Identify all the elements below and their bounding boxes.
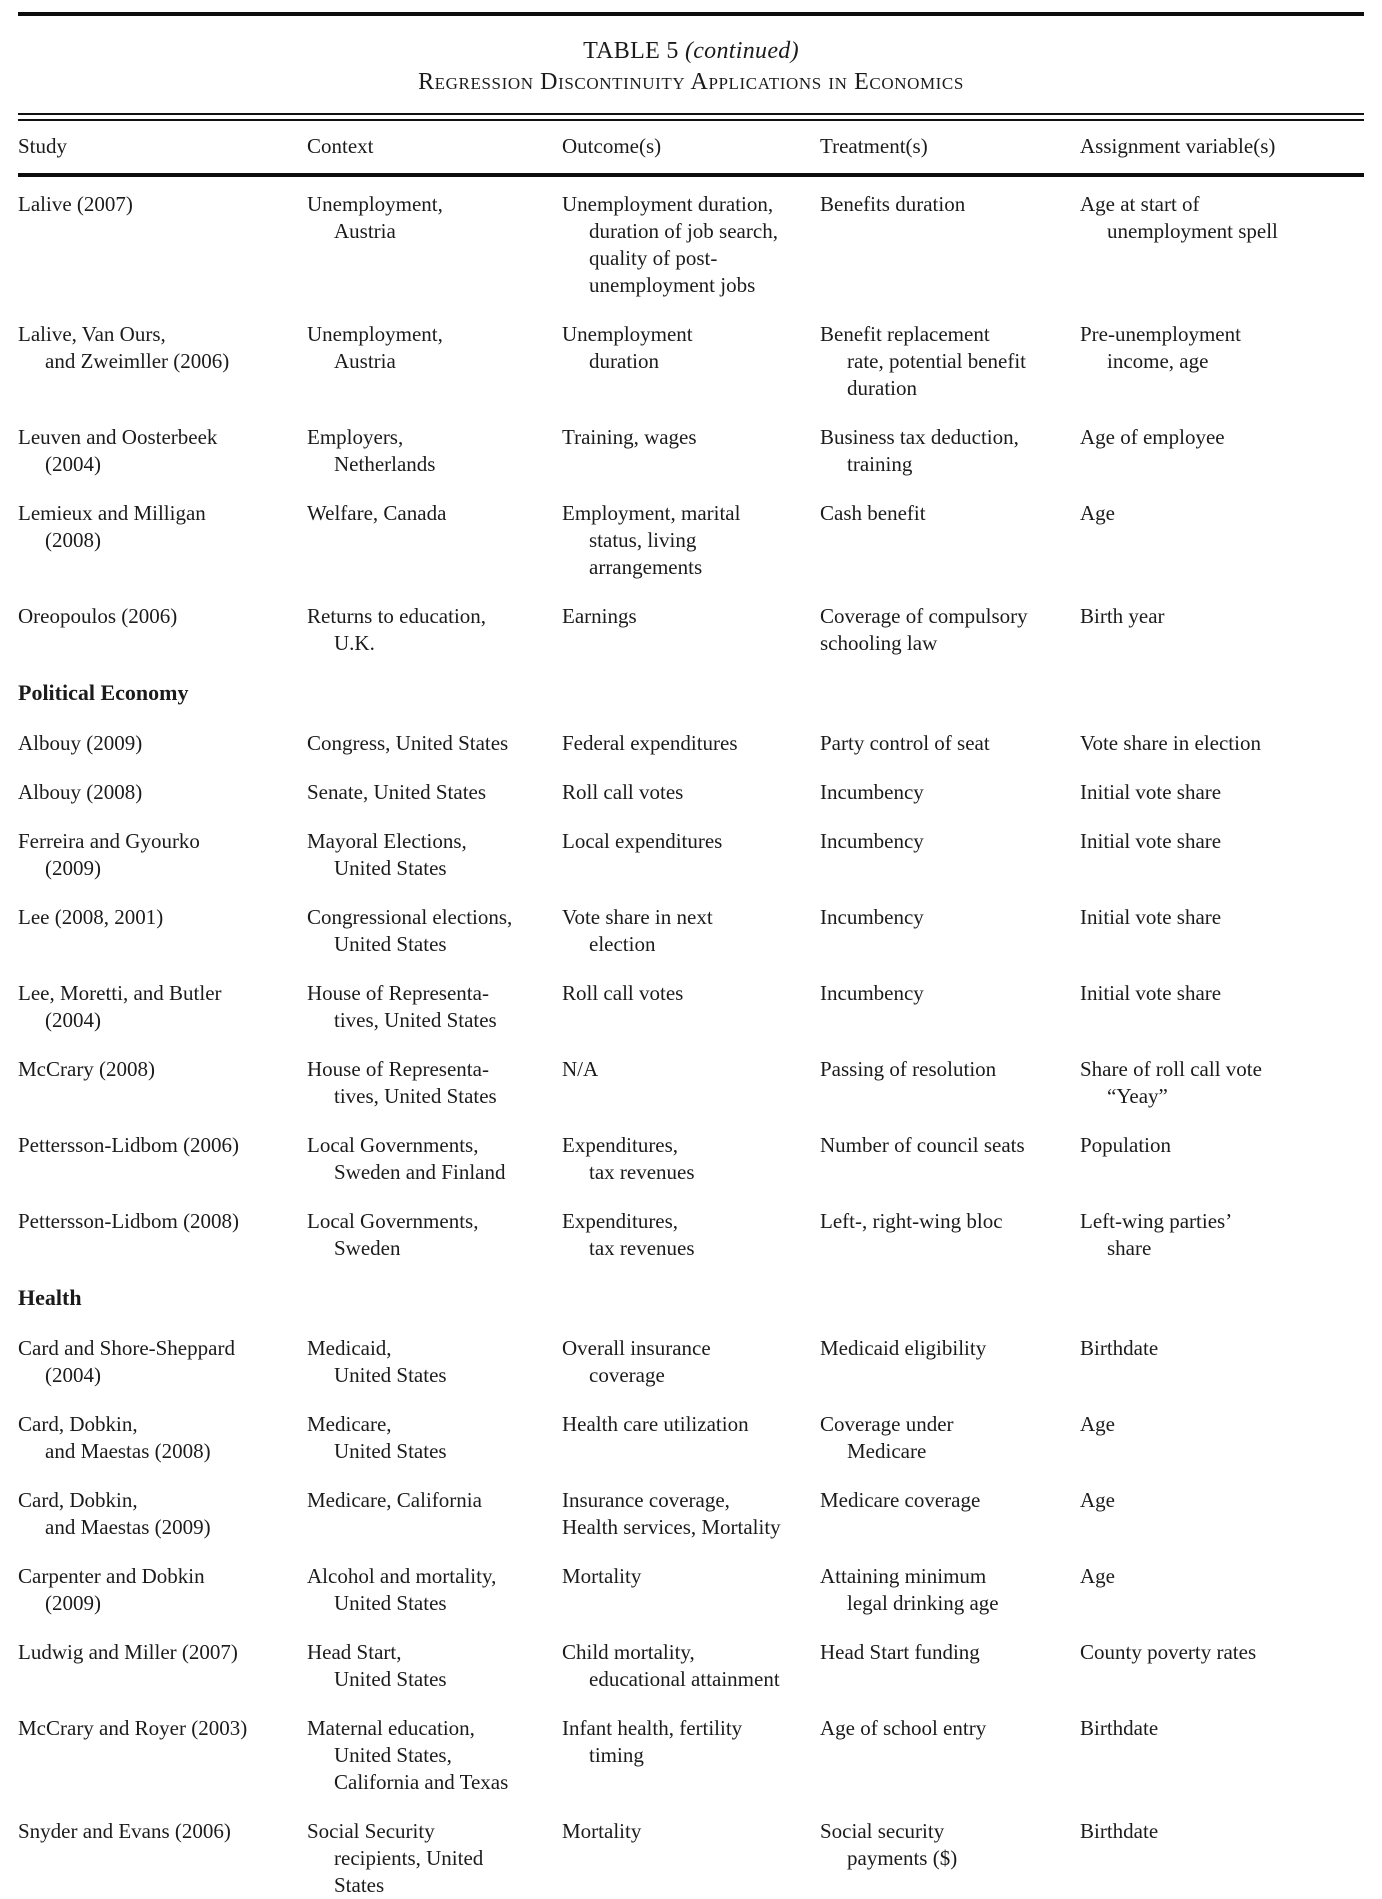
table-row	[18, 603, 1364, 657]
cell-line: Lalive (2007)	[18, 192, 133, 216]
cell-line: Health services, Mortality	[562, 1515, 781, 1539]
table-row	[18, 1132, 1364, 1186]
cell-assignment	[1080, 1411, 1364, 1465]
cell-line: Earnings	[562, 604, 637, 628]
table-row	[18, 1335, 1364, 1389]
cell-line: Medicare,	[307, 1412, 392, 1436]
column-header-assignment: Assignment variable(s)	[1080, 134, 1276, 158]
cell-line: Medicaid eligibility	[820, 1336, 987, 1360]
cell-line: Unemployment,	[307, 322, 443, 346]
cell-line: Vote share in election	[1080, 731, 1261, 755]
cell-assignment	[1080, 1208, 1364, 1262]
cell-line: Card, Dobkin,	[18, 1412, 138, 1436]
table-row	[18, 1208, 1364, 1262]
cell-context	[307, 1715, 562, 1796]
cell-line: unemployment jobs	[589, 273, 756, 297]
cell-treatment	[820, 424, 1080, 478]
cell-study	[18, 779, 307, 806]
cell-line: Age	[1080, 1412, 1115, 1436]
cell-line: Birth year	[1080, 604, 1165, 628]
column-header-row	[18, 121, 1364, 173]
cell-treatment	[820, 603, 1080, 657]
cell-context	[307, 1411, 562, 1465]
cell-line: rate, potential benefit	[847, 349, 1027, 373]
table-subtitle: Regression Discontinuity Applications in Economics	[418, 69, 964, 95]
cell-assignment	[1080, 1056, 1364, 1110]
cell-line: Training, wages	[562, 425, 697, 449]
cell-line: Congressional elections,	[307, 905, 513, 929]
table-body	[18, 177, 1364, 1899]
cell-line: (2004)	[45, 1363, 101, 1387]
cell-line: Incumbency	[820, 829, 924, 853]
cell-line: Social Security	[307, 1819, 435, 1843]
cell-line: Welfare, Canada	[307, 501, 447, 525]
cell-context	[307, 779, 562, 806]
cell-line: Left-wing parties’	[1080, 1209, 1233, 1233]
cell-line: Initial vote share	[1080, 829, 1222, 853]
cell-line: United States	[334, 932, 447, 956]
cell-line: Ludwig and Miller (2007)	[18, 1640, 238, 1664]
cell-line: and Maestas (2009)	[45, 1515, 211, 1539]
cell-line: Lee (2008, 2001)	[18, 905, 164, 929]
paper-page	[0, 12, 1382, 1899]
cell-outcome	[562, 1208, 820, 1262]
cell-context	[307, 730, 562, 757]
cell-line: coverage	[589, 1363, 665, 1387]
cell-assignment	[1080, 779, 1364, 806]
cell-line: United States	[334, 856, 447, 880]
cell-line: timing	[589, 1743, 644, 1767]
table-row	[18, 779, 1364, 806]
cell-line: Benefit replacement	[820, 322, 990, 346]
cell-line: Attaining minimum	[820, 1564, 987, 1588]
cell-line: (2009)	[45, 856, 101, 880]
cell-outcome	[562, 191, 820, 299]
cell-outcome	[562, 980, 820, 1034]
cell-context	[307, 321, 562, 402]
cell-outcome	[562, 1487, 820, 1541]
cell-line: Senate, United States	[307, 780, 487, 804]
cell-line: Initial vote share	[1080, 780, 1222, 804]
cell-line: unemployment spell	[1107, 219, 1278, 243]
cell-treatment	[820, 1132, 1080, 1186]
cell-line: Birthdate	[1080, 1819, 1159, 1843]
cell-treatment	[820, 779, 1080, 806]
cell-line: Initial vote share	[1080, 981, 1222, 1005]
cell-assignment	[1080, 1335, 1364, 1389]
cell-line: Lemieux and Milligan	[18, 501, 206, 525]
cell-study	[18, 1818, 307, 1899]
cell-line: Albouy (2008)	[18, 780, 143, 804]
cell-line: arrangements	[589, 555, 703, 579]
cell-study	[18, 603, 307, 657]
cell-line: training	[847, 452, 913, 476]
table-title-block	[18, 36, 1364, 98]
cell-treatment	[820, 191, 1080, 299]
cell-line: House of Representa-	[307, 1057, 489, 1081]
column-header-outcome: Outcome(s)	[562, 134, 662, 158]
cell-line: and Maestas (2008)	[45, 1439, 211, 1463]
cell-outcome	[562, 603, 820, 657]
cell-line: Employers,	[307, 425, 404, 449]
cell-assignment	[1080, 1563, 1364, 1617]
cell-line: Card, Dobkin,	[18, 1488, 138, 1512]
table-continued-label: (continued)	[684, 38, 799, 64]
section-heading: Health	[18, 1285, 82, 1310]
cell-assignment	[1080, 1639, 1364, 1693]
cell-assignment	[1080, 1487, 1364, 1541]
cell-study	[18, 1639, 307, 1693]
cell-study	[18, 1132, 307, 1186]
cell-line: Party control of seat	[820, 731, 990, 755]
cell-study	[18, 980, 307, 1034]
cell-line: Sweden and Finland	[334, 1160, 506, 1184]
cell-assignment	[1080, 603, 1364, 657]
cell-assignment	[1080, 730, 1364, 757]
cell-treatment	[820, 1639, 1080, 1693]
table-row	[18, 828, 1364, 882]
cell-line: Pettersson-Lidbom (2008)	[18, 1209, 240, 1233]
cell-study	[18, 1487, 307, 1541]
table-row	[18, 730, 1364, 757]
cell-line: (2004)	[45, 452, 101, 476]
cell-study	[18, 1411, 307, 1465]
cell-line: Birthdate	[1080, 1716, 1159, 1740]
cell-outcome	[562, 1563, 820, 1617]
cell-line: Mortality	[562, 1819, 642, 1843]
cell-line: Benefits duration	[820, 192, 966, 216]
cell-context	[307, 828, 562, 882]
cell-line: United States,	[334, 1743, 452, 1767]
cell-line: States	[334, 1873, 385, 1897]
cell-line: Head Start funding	[820, 1640, 980, 1664]
cell-study	[18, 424, 307, 478]
cell-line: quality of post-	[589, 246, 718, 270]
cell-context	[307, 1132, 562, 1186]
cell-line: Pre-unemployment	[1080, 322, 1241, 346]
cell-line: tives, United States	[334, 1084, 497, 1108]
cell-treatment	[820, 500, 1080, 581]
cell-line: California and Texas	[334, 1770, 509, 1794]
cell-line: Mortality	[562, 1564, 642, 1588]
cell-outcome	[562, 424, 820, 478]
cell-line: Local Governments,	[307, 1209, 479, 1233]
table-row	[18, 904, 1364, 958]
cell-assignment	[1080, 424, 1364, 478]
cell-line: Age of employee	[1080, 425, 1225, 449]
cell-line: McCrary and Royer (2003)	[18, 1716, 248, 1740]
cell-treatment	[820, 1056, 1080, 1110]
cell-outcome	[562, 779, 820, 806]
cell-line: Oreopoulos (2006)	[18, 604, 178, 628]
cell-line: Congress, United States	[307, 731, 509, 755]
cell-assignment	[1080, 1715, 1364, 1796]
table-row	[18, 1639, 1364, 1693]
cell-line: payments ($)	[847, 1846, 958, 1870]
cell-line: Unemployment duration,	[562, 192, 774, 216]
cell-line: status, living	[589, 528, 697, 552]
cell-line: educational attainment	[589, 1667, 780, 1691]
cell-treatment	[820, 1563, 1080, 1617]
section-heading: Political Economy	[18, 680, 189, 705]
table-row	[18, 1818, 1364, 1899]
cell-outcome	[562, 730, 820, 757]
cell-line: Coverage under	[820, 1412, 954, 1436]
table-row	[18, 980, 1364, 1034]
cell-line: (2008)	[45, 528, 101, 552]
cell-study	[18, 321, 307, 402]
cell-line: Cash benefit	[820, 501, 926, 525]
cell-line: Social security	[820, 1819, 945, 1843]
cell-line: Federal expenditures	[562, 731, 738, 755]
cell-context	[307, 1563, 562, 1617]
cell-line: legal drinking age	[847, 1591, 999, 1615]
cell-line: Mayoral Elections,	[307, 829, 467, 853]
cell-study	[18, 828, 307, 882]
cell-study	[18, 1335, 307, 1389]
table-row	[18, 1411, 1364, 1465]
cell-context	[307, 904, 562, 958]
cell-line: (2009)	[45, 1591, 101, 1615]
cell-line: Albouy (2009)	[18, 731, 143, 755]
cell-outcome	[562, 1056, 820, 1110]
cell-line: election	[589, 932, 656, 956]
cell-line: Local Governments,	[307, 1133, 479, 1157]
top-rule	[18, 12, 1364, 16]
cell-line: Maternal education,	[307, 1716, 475, 1740]
cell-line: tives, United States	[334, 1008, 497, 1032]
cell-treatment	[820, 1715, 1080, 1796]
cell-line: Employment, marital	[562, 501, 741, 525]
cell-line: Age at start of	[1080, 192, 1200, 216]
table-label: TABLE 5	[583, 38, 685, 64]
cell-line: Carpenter and Dobkin	[18, 1564, 205, 1588]
cell-context	[307, 1056, 562, 1110]
cell-context	[307, 424, 562, 478]
cell-assignment	[1080, 828, 1364, 882]
cell-study	[18, 904, 307, 958]
cell-treatment	[820, 980, 1080, 1034]
cell-line: United States	[334, 1667, 447, 1691]
cell-line: Roll call votes	[562, 780, 684, 804]
cell-outcome	[562, 1132, 820, 1186]
cell-treatment	[820, 828, 1080, 882]
cell-line: Austria	[334, 219, 396, 243]
cell-study	[18, 191, 307, 299]
cell-line: Infant health, fertility	[562, 1716, 743, 1740]
cell-line: Lee, Moretti, and Butler	[18, 981, 222, 1005]
table-row	[18, 321, 1364, 402]
table-row	[18, 500, 1364, 581]
cell-line: Pettersson-Lidbom (2006)	[18, 1133, 240, 1157]
cell-line: U.K.	[334, 631, 375, 655]
cell-study	[18, 1563, 307, 1617]
cell-assignment	[1080, 1818, 1364, 1899]
cell-line: Vote share in next	[562, 905, 713, 929]
cell-context	[307, 1487, 562, 1541]
cell-context	[307, 1335, 562, 1389]
cell-line: Birthdate	[1080, 1336, 1159, 1360]
table-row	[18, 1487, 1364, 1541]
table-row	[18, 1563, 1364, 1617]
cell-assignment	[1080, 980, 1364, 1034]
cell-assignment	[1080, 500, 1364, 581]
cell-line: Ferreira and Gyourko	[18, 829, 200, 853]
cell-study	[18, 1208, 307, 1262]
cell-line: Card and Shore-Sheppard	[18, 1336, 235, 1360]
cell-line: Overall insurance	[562, 1336, 711, 1360]
cell-line: Austria	[334, 349, 396, 373]
cell-line: Leuven and Oosterbeek	[18, 425, 218, 449]
cell-outcome	[562, 828, 820, 882]
cell-line: Passing of resolution	[820, 1057, 997, 1081]
cell-line: Incumbency	[820, 905, 924, 929]
cell-line: Population	[1080, 1133, 1172, 1157]
cell-line: Share of roll call vote	[1080, 1057, 1262, 1081]
cell-line: Medicare, California	[307, 1488, 482, 1512]
cell-line: Returns to education,	[307, 604, 487, 628]
cell-line: McCrary (2008)	[18, 1057, 156, 1081]
cell-line: duration	[847, 376, 917, 400]
column-header-context: Context	[307, 134, 374, 158]
cell-study	[18, 730, 307, 757]
cell-treatment	[820, 1411, 1080, 1465]
cell-line: Insurance coverage,	[562, 1488, 730, 1512]
table-row	[18, 191, 1364, 299]
cell-line: (2004)	[45, 1008, 101, 1032]
cell-line: County poverty rates	[1080, 1640, 1257, 1664]
cell-outcome	[562, 1639, 820, 1693]
cell-line: United States	[334, 1363, 447, 1387]
cell-assignment	[1080, 321, 1364, 402]
cell-outcome	[562, 500, 820, 581]
header-top-double-rule	[18, 113, 1364, 121]
cell-line: Netherlands	[334, 452, 436, 476]
cell-line: United States	[334, 1439, 447, 1463]
table-row	[18, 424, 1364, 478]
cell-line: Age	[1080, 501, 1115, 525]
cell-line: Initial vote share	[1080, 905, 1222, 929]
cell-outcome	[562, 1411, 820, 1465]
cell-line: duration	[589, 349, 659, 373]
column-header-treatment: Treatment(s)	[820, 134, 928, 158]
cell-line: Medicaid,	[307, 1336, 392, 1360]
cell-line: share	[1107, 1236, 1152, 1260]
table-row	[18, 1056, 1364, 1110]
cell-line: recipients, United	[334, 1846, 484, 1870]
cell-line: Medicare coverage	[820, 1488, 981, 1512]
cell-line: Local expenditures	[562, 829, 723, 853]
cell-line: Child mortality,	[562, 1640, 695, 1664]
cell-treatment	[820, 1818, 1080, 1899]
cell-line: “Yeay”	[1107, 1084, 1168, 1108]
cell-treatment	[820, 1335, 1080, 1389]
cell-context	[307, 980, 562, 1034]
cell-study	[18, 1715, 307, 1796]
column-header-study: Study	[18, 134, 68, 158]
cell-line: Incumbency	[820, 780, 924, 804]
cell-line: income, age	[1107, 349, 1209, 373]
cell-line: Age of school entry	[820, 1716, 987, 1740]
cell-assignment	[1080, 1132, 1364, 1186]
cell-treatment	[820, 321, 1080, 402]
cell-treatment	[820, 904, 1080, 958]
cell-line: and Zweimller (2006)	[45, 349, 230, 373]
cell-line: N/A	[562, 1057, 599, 1081]
cell-line: Incumbency	[820, 981, 924, 1005]
cell-assignment	[1080, 191, 1364, 299]
cell-line: Left-, right-wing bloc	[820, 1209, 1003, 1233]
cell-line: Business tax deduction,	[820, 425, 1019, 449]
cell-line: Expenditures,	[562, 1133, 679, 1157]
cell-line: Alcohol and mortality,	[307, 1564, 497, 1588]
cell-outcome	[562, 904, 820, 958]
table-row	[18, 1715, 1364, 1796]
cell-line: Unemployment	[562, 322, 693, 346]
cell-line: Coverage of compulsory	[820, 604, 1028, 628]
cell-line: Number of council seats	[820, 1133, 1025, 1157]
cell-context	[307, 500, 562, 581]
cell-context	[307, 191, 562, 299]
cell-line: Snyder and Evans (2006)	[18, 1819, 231, 1843]
cell-outcome	[562, 1818, 820, 1899]
cell-context	[307, 1818, 562, 1899]
cell-line: Lalive, Van Ours,	[18, 322, 166, 346]
cell-context	[307, 1639, 562, 1693]
cell-line: Health care utilization	[562, 1412, 749, 1436]
cell-outcome	[562, 1335, 820, 1389]
cell-line: duration of job search,	[589, 219, 778, 243]
cell-line: tax revenues	[589, 1236, 695, 1260]
cell-treatment	[820, 730, 1080, 757]
cell-outcome	[562, 321, 820, 402]
cell-line: United States	[334, 1591, 447, 1615]
cell-line: schooling law	[820, 631, 938, 655]
cell-line: tax revenues	[589, 1160, 695, 1184]
cell-line: House of Representa-	[307, 981, 489, 1005]
cell-line: Roll call votes	[562, 981, 684, 1005]
cell-context	[307, 1208, 562, 1262]
cell-treatment	[820, 1208, 1080, 1262]
cell-study	[18, 500, 307, 581]
cell-line: Head Start,	[307, 1640, 402, 1664]
cell-context	[307, 603, 562, 657]
cell-outcome	[562, 1715, 820, 1796]
cell-line: Sweden	[334, 1236, 401, 1260]
cell-study	[18, 1056, 307, 1110]
cell-treatment	[820, 1487, 1080, 1541]
cell-line: Expenditures,	[562, 1209, 679, 1233]
cell-line: Age	[1080, 1564, 1115, 1588]
table-title	[18, 36, 1364, 66]
cell-assignment	[1080, 904, 1364, 958]
cell-line: Unemployment,	[307, 192, 443, 216]
cell-line: Age	[1080, 1488, 1115, 1512]
cell-line: Medicare	[847, 1439, 927, 1463]
